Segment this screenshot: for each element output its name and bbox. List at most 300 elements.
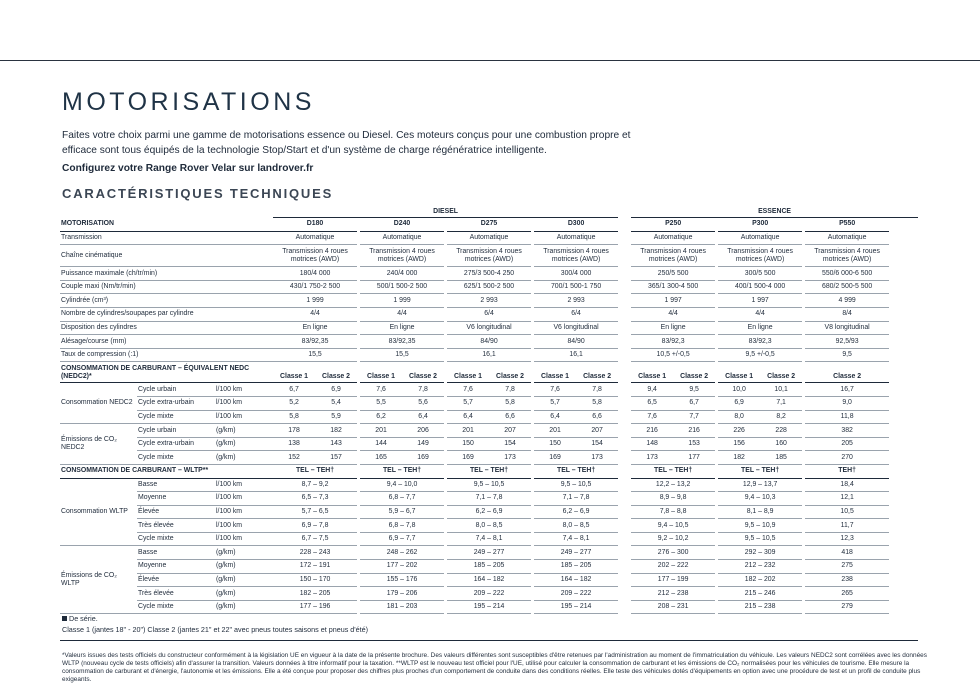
nedc-value: 5,5 [360,397,402,411]
nedc-value: 5,8 [576,397,618,411]
unit-label: (g/km) [215,560,273,574]
spec-value-3: 275/3 500-4 250 [447,267,531,281]
nedc-value: 154 [489,438,531,452]
spec-label: Cylindrée (cm³) [60,294,273,308]
wltp-col-label-7: TEH† [805,465,889,479]
nedc-value: 270 [805,451,889,465]
cycle-label: Cycle mixte [137,411,215,425]
wltp-value-2: 6,8 – 7,7 [360,492,444,506]
legend-serie-text: De série. [69,614,98,623]
class-label: Classe 2 [760,362,802,383]
wltp-value-6: 182 – 202 [718,574,802,588]
wltp-value-7: 279 [805,601,889,615]
class-label: Classe 2 [489,362,531,383]
wltp-value-6: 292 – 309 [718,546,802,560]
spec-value-1: Automatique [273,232,357,246]
column-gap [618,294,631,308]
wltp-col-label-2: TEL – TEH† [360,465,444,479]
unit-label: l/100 km [215,411,273,425]
unit-label: l/100 km [215,519,273,533]
cycle-label: Élevée [137,574,215,588]
spec-label: Chaîne cinématique [60,245,273,267]
wltp-row [60,519,918,533]
wltp-value-5: 9,4 – 10,5 [631,519,715,533]
cycle-label: Cycle mixte [137,533,215,547]
nedc-value: 5,4 [315,397,357,411]
spec-value-3: 16,1 [447,349,531,363]
spec-table [60,207,918,614]
essence-group-header: ESSENCE [631,207,918,218]
wltp-value-2: 177 – 202 [360,560,444,574]
nedc-value: 143 [315,438,357,452]
spec-value-4: 6/4 [534,308,618,322]
spec-value-7: 9,5 [805,349,889,363]
legend-classes: Classe 1 (jantes 18" - 20") Classe 2 (jantes 21" et 22" avec pneus toutes saisons et pneus d'été) [62,625,369,634]
wltp-group-label: Émissions de CO₂ WLTP [60,546,137,614]
unit-label: (g/km) [215,601,273,615]
wltp-row [60,533,918,547]
nedc-value: 9,4 [631,383,673,397]
nedc-value: 6,4 [402,411,444,425]
nedc-value: 5,7 [447,397,489,411]
spec-value-5: 1 997 [631,294,715,308]
model-name-2: D240 [360,218,444,232]
nedc-value: 169 [402,451,444,465]
cycle-label: Cycle extra-urbain [137,397,215,411]
spec-label: Couple maxi (Nm/tr/min) [60,281,273,295]
models-row [60,218,918,232]
wltp-col-label-3: TEL – TEH† [447,465,531,479]
nedc-row [60,451,918,465]
class-label: Classe 1 [273,362,315,383]
wltp-row [60,492,918,506]
unit-label: (g/km) [215,546,273,560]
spec-value-1: 4/4 [273,308,357,322]
column-gap [618,574,631,588]
wltp-value-1: 182 – 205 [273,587,357,601]
nedc-value: 173 [489,451,531,465]
nedc-value: 5,7 [534,397,576,411]
wltp-value-2: 155 – 176 [360,574,444,588]
wltp-col-label-1: TEL – TEH† [273,465,357,479]
wltp-value-5: 276 – 300 [631,546,715,560]
wltp-value-3: 7,1 – 7,8 [447,492,531,506]
column-gap [618,492,631,506]
nedc-row [60,424,918,438]
nedc-value: 9,0 [805,397,889,411]
wltp-value-2: 9,4 – 10,0 [360,479,444,493]
class-label: Classe 2 [576,362,618,383]
spec-label: Alésage/course (mm) [60,335,273,349]
wltp-value-7: 10,5 [805,506,889,520]
column-gap [618,322,631,336]
cycle-label: Basse [137,479,215,493]
model-name-5: P250 [631,218,715,232]
nedc-value: 6,6 [489,411,531,425]
wltp-value-3: 9,5 – 10,5 [447,479,531,493]
wltp-value-3: 195 – 214 [447,601,531,615]
spec-value-5: En ligne [631,322,715,336]
nedc-value: 152 [273,451,315,465]
nedc-value: 8,2 [760,411,802,425]
wltp-value-5: 202 – 222 [631,560,715,574]
page-title: MOTORISATIONS [62,88,315,116]
nedc-value: 7,6 [447,383,489,397]
unit-label: l/100 km [215,533,273,547]
spec-value-6: Automatique [718,232,802,246]
unit-label: l/100 km [215,506,273,520]
column-gap [618,362,631,383]
wltp-value-6: 9,4 – 10,3 [718,492,802,506]
unit-label: (g/km) [215,451,273,465]
spec-value-4: 300/4 000 [534,267,618,281]
spec-label: Disposition des cylindres [60,322,273,336]
nedc-value: 216 [673,424,715,438]
wltp-value-4: 195 – 214 [534,601,618,615]
column-gap [618,519,631,533]
wltp-value-6: 9,5 – 10,5 [718,533,802,547]
spec-row [60,281,918,295]
class-label: Classe 1 [718,362,760,383]
spec-value-1: 83/92,35 [273,335,357,349]
spec-value-6: En ligne [718,322,802,336]
wltp-heading-row [60,465,918,479]
wltp-value-5: 12,2 – 13,2 [631,479,715,493]
spec-value-6: 1 997 [718,294,802,308]
nedc-value: 6,6 [576,411,618,425]
nedc-value: 7,6 [534,383,576,397]
wltp-value-4: 209 – 222 [534,587,618,601]
column-gap [618,397,631,411]
nedc-value: 5,8 [273,411,315,425]
nedc-value: 8,0 [718,411,760,425]
nedc-value: 205 [805,438,889,452]
nedc-heading-row [60,362,918,383]
nedc-row [60,438,918,452]
column-gap [618,245,631,267]
spec-value-7: Automatique [805,232,889,246]
wltp-value-1: 6,9 – 7,8 [273,519,357,533]
class-label: Classe 2 [673,362,715,383]
nedc-value: 149 [402,438,444,452]
wltp-value-1: 6,5 – 7,3 [273,492,357,506]
bottom-rule [60,640,918,641]
column-gap [618,560,631,574]
group-header-spacer [60,207,273,218]
spec-value-2: 4/4 [360,308,444,322]
spec-value-2: 240/4 000 [360,267,444,281]
wltp-value-3: 209 – 222 [447,587,531,601]
spec-value-3: Transmission 4 roues motrices (AWD) [447,245,531,267]
spec-row [60,335,918,349]
spec-value-5: 250/5 500 [631,267,715,281]
standard-square-icon [62,616,67,621]
nedc-value: 182 [315,424,357,438]
nedc-value: 7,1 [760,397,802,411]
wltp-value-5: 8,9 – 9,8 [631,492,715,506]
column-gap [618,465,631,479]
nedc-value: 7,8 [489,383,531,397]
wltp-value-3: 249 – 277 [447,546,531,560]
model-name-4: D300 [534,218,618,232]
spec-value-7: 92,5/93 [805,335,889,349]
spec-value-2: 15,5 [360,349,444,363]
spec-value-2: 83/92,35 [360,335,444,349]
spec-value-5: 10,5 +/-0,5 [631,349,715,363]
nedc-value: 7,6 [360,383,402,397]
nedc-value: 7,8 [402,383,444,397]
spec-value-4: 700/1 500-1 750 [534,281,618,295]
spec-value-3: V6 longitudinal [447,322,531,336]
nedc-value: 5,2 [273,397,315,411]
spec-row [60,267,918,281]
spec-value-2: 500/1 500-2 500 [360,281,444,295]
nedc-value: 10,1 [760,383,802,397]
wltp-value-5: 208 – 231 [631,601,715,615]
class-label: Classe 2 [315,362,357,383]
spec-value-4: 84/90 [534,335,618,349]
spec-row [60,245,918,267]
spec-value-2: En ligne [360,322,444,336]
column-gap [618,451,631,465]
nedc-value: 382 [805,424,889,438]
nedc-value: 6,9 [718,397,760,411]
cycle-label: Cycle mixte [137,601,215,615]
spec-value-7: 680/2 500-5 500 [805,281,889,295]
wltp-value-7: 265 [805,587,889,601]
wltp-value-1: 6,7 – 7,5 [273,533,357,547]
column-gap [618,218,631,232]
nedc-value: 206 [402,424,444,438]
wltp-value-2: 181 – 203 [360,601,444,615]
wltp-row [60,574,918,588]
nedc-value: 157 [315,451,357,465]
wltp-value-6: 212 – 232 [718,560,802,574]
spec-value-7: V8 longitudinal [805,322,889,336]
nedc-value: 138 [273,438,315,452]
wltp-value-1: 177 – 196 [273,601,357,615]
column-gap [618,506,631,520]
wltp-row [60,546,918,560]
nedc-value: 150 [534,438,576,452]
nedc-value: 16,7 [805,383,889,397]
nedc-row [60,397,918,411]
cycle-label: Moyenne [137,492,215,506]
nedc-value: 185 [760,451,802,465]
wltp-value-7: 11,7 [805,519,889,533]
column-gap [618,424,631,438]
wltp-value-1: 150 – 170 [273,574,357,588]
wltp-value-7: 18,4 [805,479,889,493]
spec-value-7: 8/4 [805,308,889,322]
unit-label: l/100 km [215,397,273,411]
wltp-col-label-6: TEL – TEH† [718,465,802,479]
wltp-value-6: 9,5 – 10,9 [718,519,802,533]
wltp-value-3: 8,0 – 8,5 [447,519,531,533]
wltp-value-4: 7,1 – 7,8 [534,492,618,506]
nedc-value: 201 [534,424,576,438]
nedc-value: 154 [576,438,618,452]
wltp-value-3: 7,4 – 8,1 [447,533,531,547]
wltp-value-2: 6,9 – 7,7 [360,533,444,547]
wltp-row [60,587,918,601]
cycle-label: Très élevée [137,587,215,601]
nedc-value: 11,8 [805,411,889,425]
wltp-value-4: 185 – 205 [534,560,618,574]
wltp-value-2: 179 – 206 [360,587,444,601]
nedc-value: 6,5 [631,397,673,411]
nedc-value: 165 [360,451,402,465]
nedc-value: 6,2 [360,411,402,425]
nedc-value: 6,4 [447,411,489,425]
spec-row [60,232,918,246]
column-gap [618,335,631,349]
spec-row [60,322,918,336]
class-label: Classe 2 [805,362,889,383]
spec-value-6: 300/5 500 [718,267,802,281]
wltp-value-1: 172 – 191 [273,560,357,574]
nedc-value: 177 [673,451,715,465]
nedc-value: 148 [631,438,673,452]
nedc-group-label: Consommation NEDC2 [60,383,137,424]
wltp-row [60,560,918,574]
wltp-value-3: 164 – 182 [447,574,531,588]
nedc-value: 5,6 [402,397,444,411]
spec-value-6: 83/92,3 [718,335,802,349]
nedc-value: 5,8 [489,397,531,411]
cycle-label: Cycle urbain [137,424,215,438]
wltp-value-5: 212 – 238 [631,587,715,601]
wltp-row [60,479,918,493]
spec-value-3: 625/1 500-2 500 [447,281,531,295]
unit-label: (g/km) [215,574,273,588]
spec-value-1: 180/4 000 [273,267,357,281]
nedc-value: 6,7 [273,383,315,397]
model-name-3: D275 [447,218,531,232]
configurator-link[interactable]: Configurez votre Range Rover Velar sur landrover.fr [62,163,314,174]
nedc-value: 10,0 [718,383,760,397]
column-gap [618,533,631,547]
spec-value-4: Automatique [534,232,618,246]
section-subtitle: CARACTÉRISTIQUES TECHNIQUES [62,186,334,201]
spec-value-6: 4/4 [718,308,802,322]
spec-row [60,294,918,308]
column-gap [618,411,631,425]
nedc-value: 153 [673,438,715,452]
unit-label: l/100 km [215,479,273,493]
spec-value-1: 1 999 [273,294,357,308]
nedc-value: 207 [489,424,531,438]
nedc-heading: CONSOMMATION DE CARBURANT – ÉQUIVALENT NEDC (NEDC2)* [60,362,273,383]
nedc-row [60,411,918,425]
spec-value-3: 84/90 [447,335,531,349]
wltp-heading: CONSOMMATION DE CARBURANT – WLTP** [60,465,273,479]
spec-table-body [60,207,918,614]
spec-value-3: Automatique [447,232,531,246]
nedc-value: 173 [631,451,673,465]
wltp-value-3: 185 – 205 [447,560,531,574]
nedc-value: 182 [718,451,760,465]
wltp-value-7: 12,1 [805,492,889,506]
spec-value-5: Transmission 4 roues motrices (AWD) [631,245,715,267]
column-gap [618,232,631,246]
nedc-value: 228 [760,424,802,438]
class-label: Classe 1 [534,362,576,383]
wltp-value-4: 164 – 182 [534,574,618,588]
footnote: *Valeurs issues des tests officiels du constructeur conformément à la législation UE en vigueur à la date de la présente brochure. Des valeurs différentes sont susceptibles d'être retenues par l'administration au moment de l'immatriculation du véhicule. Les valeurs NEDC2 sont corrélées avec les données WLTP (nouveau cycle de tests officiels) afin d'assurer la transition. Valeurs données à titre informatif pour la taxation. **WLTP est le nouveau test officiel pour l'UE, utilisé pour calculer la consommation de carburant et les émissions de CO₂ normalisées pour les véhicules de tourisme. Elle mesure la consommation de carburant et d'énergie, l'autonomie et les émissions. Elle a été conçue pour proposer des chiffres plus proches d'un comportement de conduite dans des conditions réelles. Elle teste des véhicules dotés d'équipements en option avec une procédure de test et un profil de conduite plus exigeants. [62,652,927,683]
unit-label: (g/km) [215,438,273,452]
cycle-label: Très élevée [137,519,215,533]
spec-label: Transmission [60,232,273,246]
nedc-value: 7,7 [673,411,715,425]
legend-serie [62,614,98,624]
spec-value-4: 16,1 [534,349,618,363]
spec-value-1: En ligne [273,322,357,336]
spec-value-6: 400/1 500-4 000 [718,281,802,295]
wltp-value-2: 248 – 262 [360,546,444,560]
top-rule [0,60,980,61]
spec-value-4: Transmission 4 roues motrices (AWD) [534,245,618,267]
cycle-label: Basse [137,546,215,560]
motorisation-label: MOTORISATION [60,218,273,232]
nedc-value: 7,8 [576,383,618,397]
spec-row [60,349,918,363]
nedc-value: 226 [718,424,760,438]
nedc-value: 7,6 [631,411,673,425]
nedc-value: 216 [631,424,673,438]
spec-value-7: Transmission 4 roues motrices (AWD) [805,245,889,267]
column-gap [618,349,631,363]
cycle-label: Élevée [137,506,215,520]
wltp-row [60,601,918,615]
intro-paragraph: Faites votre choix parmi une gamme de motorisations essence ou Diesel. Ces moteurs conçus pour une combustion propre et efficace sont tous équipés de la technologie Stop/Start et d'un système de charge régénératrice intelligente. [62,130,631,156]
spec-value-2: 1 999 [360,294,444,308]
class-label: Classe 2 [402,362,444,383]
column-gap [618,601,631,615]
wltp-value-3: 6,2 – 6,9 [447,506,531,520]
spec-value-5: 83/92,3 [631,335,715,349]
column-gap [618,207,631,218]
column-gap [618,308,631,322]
column-gap [618,546,631,560]
wltp-value-1: 228 – 243 [273,546,357,560]
spec-value-4: V6 longitudinal [534,322,618,336]
spec-value-1: 15,5 [273,349,357,363]
spec-value-4: 2 993 [534,294,618,308]
nedc-value: 144 [360,438,402,452]
column-gap [618,267,631,281]
nedc-value: 6,9 [315,383,357,397]
spec-value-5: 4/4 [631,308,715,322]
wltp-value-1: 5,7 – 6,5 [273,506,357,520]
spec-value-6: Transmission 4 roues motrices (AWD) [718,245,802,267]
nedc-value: 207 [576,424,618,438]
nedc-row [60,383,918,397]
wltp-value-6: 215 – 238 [718,601,802,615]
nedc-value: 201 [360,424,402,438]
spec-value-7: 4 999 [805,294,889,308]
nedc-value: 169 [447,451,489,465]
column-gap [618,587,631,601]
wltp-value-7: 418 [805,546,889,560]
nedc-value: 178 [273,424,315,438]
wltp-group-label: Consommation WLTP [60,479,137,547]
wltp-value-7: 275 [805,560,889,574]
cycle-label: Cycle urbain [137,383,215,397]
spec-value-5: 365/1 300-4 500 [631,281,715,295]
class-label: Classe 1 [631,362,673,383]
nedc-value: 169 [534,451,576,465]
